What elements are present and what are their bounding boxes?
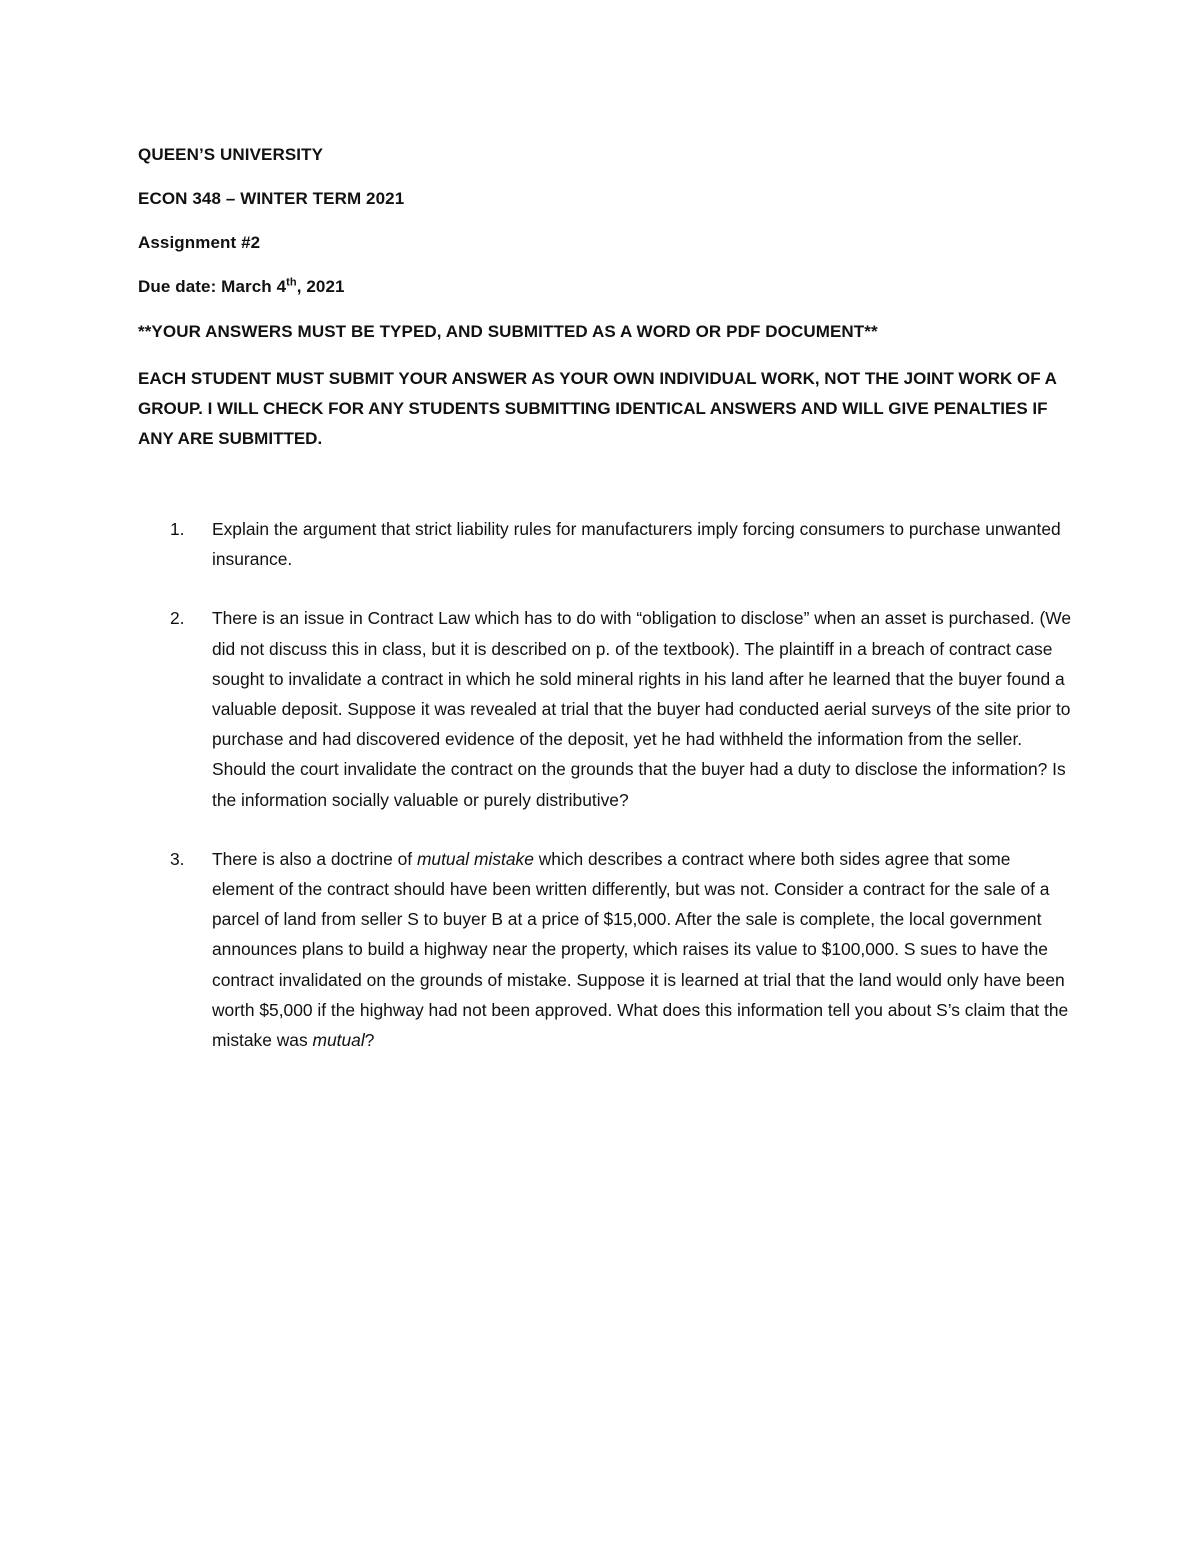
question-3 [170, 844, 1072, 1055]
due-date-ordinal: th [286, 276, 297, 289]
question-2 [170, 603, 1072, 814]
assignment-title: Assignment #2 [138, 233, 261, 252]
question-1 [170, 514, 1072, 574]
question-text: Explain the argument that strict liability rules for manufacturers imply forcing consumers to purchase unwanted insurance. [212, 519, 1061, 570]
course-title: ECON 348 – WINTER TERM 2021 [138, 189, 405, 208]
question-text-part-a: There is also a doctrine of [212, 848, 417, 869]
due-date [138, 277, 345, 297]
question-italic-term: mutual [312, 1030, 365, 1051]
question-number: 3. [170, 848, 185, 869]
question-italic-term: mutual mistake [416, 848, 534, 869]
question-list [170, 514, 1070, 1084]
format-notice: **YOUR ANSWERS MUST BE TYPED, AND SUBMITTED AS A WORD OR PDF DOCUMENT** [138, 322, 878, 341]
question-text-part-c: ? [364, 1030, 375, 1051]
due-date-suffix: , 2021 [296, 277, 345, 296]
individual-work-warning: EACH STUDENT MUST SUBMIT YOUR ANSWER AS YOUR OWN INDIVIDUAL WORK, NOT THE JOINT WORK OF A GROUP. I WILL CHECK FOR ANY STUDENTS SUBMITTING IDENTICAL ANSWERS AND WILL GIVE PENALTIES IF ANY ARE SUBMITTED. [138, 369, 1057, 448]
question-text: There is an issue in Contract Law which has to do with “obligation to disclose” when an asset is purchased. (We did not discuss this in class, but it is described on p. of the textbook). The plaintiff in a breach of contract case sought to invalidate a contract in which he sold mineral rights in his land after he learned that the buyer found a valuable deposit. Suppose it was revealed at trial that the buyer had conducted aerial surveys of the site prior to purchase and had discovered evidence of the deposit, yet he had withheld the information from the seller. Should the court invalidate the contract on the grounds that the buyer had a duty to disclose the information? Is the information socially valuable or purely distributive? [212, 608, 1072, 810]
due-date-prefix: Due date: March 4 [138, 277, 287, 296]
question-text-part-b: which describes a contract where both sides agree that some element of the contract should have been written differently, but was not. Consider a contract for the sale of a parcel of land from seller S to buyer B at a price of $15,000. After the sale is complete, the local government announces plans to build a highway near the property, which raises its value to $100,000. S sues to have the contract invalidated on the grounds of mistake. Suppose it is learned at trial that the land would only have been worth $5,000 if the highway had not been approved. What does this information tell you about S’s claim that the mistake was [212, 848, 1069, 1051]
question-number: 2. [170, 608, 185, 629]
question-number: 1. [170, 519, 185, 539]
university-name: QUEEN’S UNIVERSITY [138, 145, 324, 164]
